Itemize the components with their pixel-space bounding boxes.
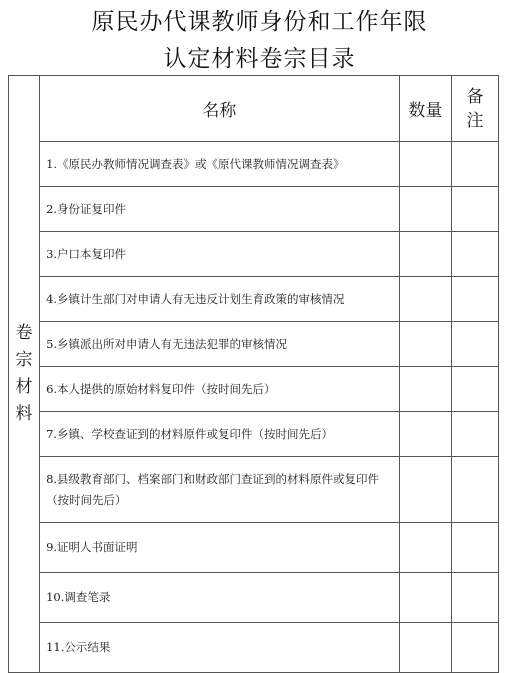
item-quantity [399,277,451,322]
item-name: 10.调查笔录 [40,573,400,623]
item-quantity [399,573,451,623]
item-name: 8.县级教育部门、档案部门和财政部门查证到的材料原件或复印件（按时间先后） [40,457,400,523]
item-quantity [399,322,451,367]
item-name: 4.乡镇计生部门对申请人有无违反计划生育政策的审核情况 [40,277,400,322]
item-note [451,523,498,573]
item-note [451,232,498,277]
side-label-cell [9,76,40,673]
table-row [9,142,499,187]
item-note [451,187,498,232]
item-quantity [399,412,451,457]
item-note [451,573,498,623]
item-note [451,457,498,523]
column-header-notes-char-1: 备 [466,86,484,107]
item-note [451,623,498,673]
item-name: 9.证明人书面证明 [40,523,400,573]
item-quantity [399,623,451,673]
item-quantity [399,187,451,232]
item-note [451,322,498,367]
table-row [9,523,499,573]
table-header-row [9,76,499,142]
item-note [451,142,498,187]
item-note [451,277,498,322]
table-row [9,232,499,277]
item-note [451,412,498,457]
table-row [9,367,499,412]
item-quantity [399,232,451,277]
table-row [9,412,499,457]
item-quantity [399,457,451,523]
item-quantity [399,367,451,412]
title-line-1: 原民办代课教师身份和工作年限 [91,9,428,35]
item-name: 2.身份证复印件 [40,187,400,232]
item-name: 7.乡镇、学校查证到的材料原件或复印件（按时间先后） [40,412,400,457]
item-quantity [399,142,451,187]
table-row [9,623,499,673]
item-name: 11.公示结果 [40,623,400,673]
table-row [9,457,499,523]
item-name: 6.本人提供的原始材料复印件（按时间先后） [40,367,400,412]
table-row [9,573,499,623]
item-quantity [399,523,451,573]
table-row [9,187,499,232]
item-name: 5.乡镇派出所对申请人有无违法犯罪的审核情况 [40,322,400,367]
item-name: 1.《原民办教师情况调查表》或《原代课教师情况调查表》 [40,142,400,187]
title-line-2: 认定材料卷宗目录 [163,46,356,72]
column-header-quantity: 数量 [399,76,451,142]
side-label: 卷宗材料 [15,323,33,424]
column-header-notes [451,76,498,142]
item-name: 3.户口本复印件 [40,232,400,277]
table-row [9,277,499,322]
item-note [451,367,498,412]
column-header-name: 名称 [40,76,400,142]
column-header-notes-char-2: 注 [466,110,484,131]
catalog-table [8,75,499,673]
table-row [9,322,499,367]
